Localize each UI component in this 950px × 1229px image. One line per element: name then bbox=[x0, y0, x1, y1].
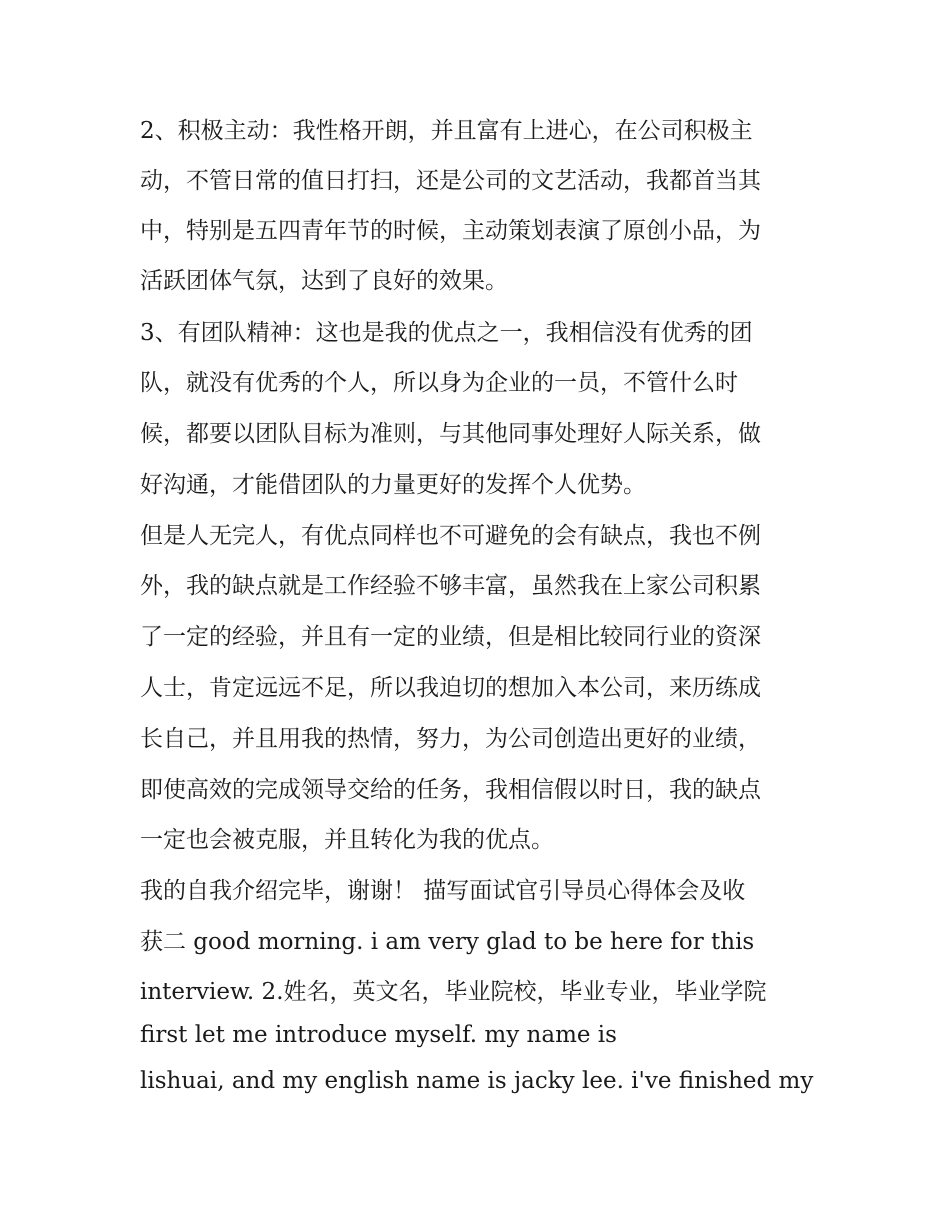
text-line: 中，特别是五四青年节的时候，主动策划表演了原创小品，为 bbox=[140, 218, 761, 244]
text-line: 但是人无完人，有优点同样也不可避免的会有缺点，我也不例 bbox=[140, 523, 761, 549]
text-line: 一定也会被克服，并且转化为我的优点。 bbox=[140, 827, 554, 853]
text-line: 活跃团体气氛，达到了良好的效果。 bbox=[140, 268, 508, 294]
text-line: interview. 2.姓名，英文名，毕业院校，毕业专业，毕业学院 bbox=[140, 979, 767, 1005]
text-line: 长自己，并且用我的热情，努力，为公司创造出更好的业绩， bbox=[140, 726, 761, 752]
text-line: 候，都要以团队目标为准则，与其他同事处理好人际关系，做 bbox=[140, 421, 761, 447]
text-line: first let me introduce myself. my name is bbox=[140, 1022, 617, 1048]
text-line: lishuai, and my english name is jacky lee. i've finished my bbox=[140, 1068, 814, 1094]
text-line: 2、积极主动：我性格开朗，并且富有上进心，在公司积极主 bbox=[140, 118, 753, 144]
text-line: 获二 good morning. i am very glad to be here for this bbox=[140, 929, 755, 955]
text-line: 动，不管日常的值日打扫，还是公司的文艺活动，我都首当其 bbox=[140, 168, 761, 194]
text-line: 外，我的缺点就是工作经验不够丰富，虽然我在上家公司积累 bbox=[140, 573, 761, 599]
text-line: 3、有团队精神：这也是我的优点之一，我相信没有优秀的团 bbox=[140, 320, 753, 346]
text-line: 好沟通，才能借团队的力量更好的发挥个人优势。 bbox=[140, 472, 646, 498]
text-line: 即使高效的完成领导交给的任务，我相信假以时日，我的缺点 bbox=[140, 777, 761, 803]
text-line: 人士，肯定远远不足，所以我迫切的想加入本公司，来历练成 bbox=[140, 675, 761, 701]
text-line: 了一定的经验，并且有一定的业绩，但是相比较同行业的资深 bbox=[140, 624, 761, 650]
text-line: 我的自我介绍完毕，谢谢！ 描写面试官引导员心得体会及收 bbox=[140, 878, 746, 904]
text-line: 队，就没有优秀的个人，所以身为企业的一员，不管什么时 bbox=[140, 370, 738, 396]
